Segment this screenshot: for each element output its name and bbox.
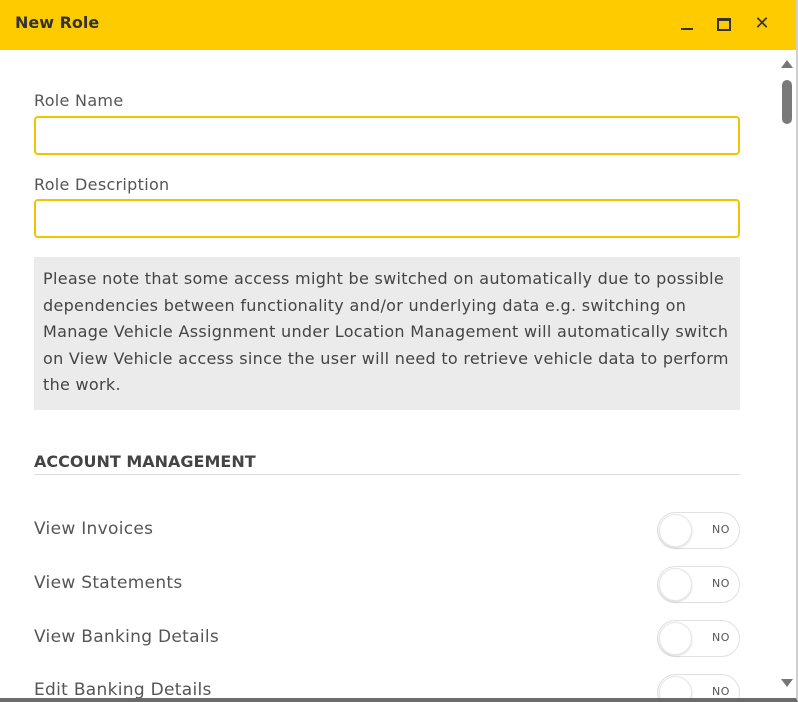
toggle-state-label: NO: [712, 685, 730, 698]
toggle-state-label: NO: [712, 631, 730, 644]
minimize-button[interactable]: [674, 11, 700, 37]
form-content: [0, 50, 778, 698]
section-title-account-management: ACCOUNT MANAGEMENT: [34, 452, 256, 471]
scroll-down-arrow-icon[interactable]: [781, 679, 793, 687]
scroll-up-arrow-icon[interactable]: [781, 60, 793, 68]
toggle-state-label: NO: [712, 577, 730, 590]
role-name-label: Role Name: [34, 91, 124, 110]
permission-label-view-invoices: View Invoices: [34, 519, 154, 539]
minimize-icon: [681, 28, 693, 30]
toggle-view-statements[interactable]: [657, 566, 740, 603]
toggle-knob: [659, 568, 692, 601]
permission-label-view-statements: View Statements: [34, 573, 183, 593]
window-title: New Role: [15, 13, 100, 32]
scrollbar-thumb[interactable]: [782, 80, 792, 124]
permission-label-edit-banking-details: Edit Banking Details: [34, 680, 212, 698]
maximize-button[interactable]: [711, 11, 737, 37]
dependency-note: Please note that some access might be switched on automatically due to possible dependencies between functionality and/or underlying data e.g. switching on Manage Vehicle Assignment under Location Management will automatically switch on View Vehicle access since the user will need to retrieve vehicle data to perform the work.: [34, 257, 740, 410]
toggle-view-banking-details[interactable]: [657, 620, 740, 657]
toggle-knob: [659, 514, 692, 547]
role-description-input[interactable]: [34, 199, 740, 238]
toggle-view-invoices[interactable]: [657, 512, 740, 549]
close-button[interactable]: [749, 11, 775, 37]
toggle-knob: [659, 622, 692, 655]
section-divider: [34, 474, 740, 475]
vertical-scrollbar[interactable]: [778, 50, 796, 698]
toggle-knob: [659, 676, 692, 698]
permission-label-view-banking-details: View Banking Details: [34, 627, 220, 647]
close-icon: ✕: [754, 13, 770, 34]
title-bar[interactable]: [0, 0, 796, 50]
toggle-state-label: NO: [712, 523, 730, 536]
role-name-input[interactable]: [34, 116, 740, 155]
toggle-edit-banking-details[interactable]: [657, 674, 740, 698]
maximize-icon: [717, 18, 731, 31]
role-description-label: Role Description: [34, 175, 170, 194]
